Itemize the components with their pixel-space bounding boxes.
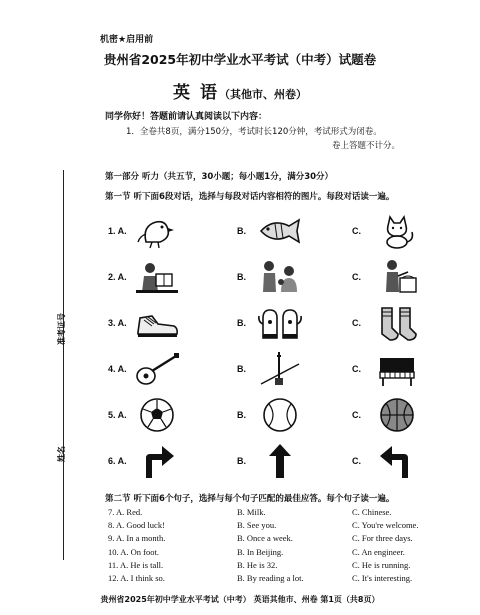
notice-line1: 1．全卷共8页，满分150分，考试时长120分钟，考试形式为闭卷。 (126, 127, 382, 137)
option-label: C. (352, 456, 361, 466)
cat-icon (372, 212, 422, 250)
response-option: 11. A. He is tall. (108, 559, 164, 570)
option-label: 3. A. (108, 318, 127, 328)
option-label: 5. A. (108, 410, 127, 420)
response-option: 12. A. I think so. (108, 573, 165, 583)
guitar-icon (132, 350, 182, 388)
response-option: 9. A. In a month. (108, 533, 166, 544)
option-label: 2. A. (108, 272, 127, 282)
option-label: C. (352, 226, 361, 236)
option-label: B. (237, 272, 246, 282)
response-option: C. Chinese. (352, 507, 392, 517)
response-option: C. It's interesting. (352, 573, 413, 583)
bird-icon (132, 212, 182, 250)
response-option: B. Once a week. (237, 533, 293, 544)
part1-heading: 第一部分 听力（共五节，30小题；每小题1分，满分30分） (105, 172, 334, 182)
section2-heading: 第二节 听下面6个句子，选择与每个句子匹配的最佳应答。每个句子读一遍。 (105, 494, 395, 504)
response-option: C. You're welcome. (352, 520, 419, 531)
kid-reading-icon (132, 258, 182, 296)
socks-icon (372, 304, 422, 342)
soccer-ball-icon (132, 396, 182, 434)
option-label: B. (237, 456, 246, 466)
option-label: B. (237, 318, 246, 328)
response-option: B. By reading a lot. (237, 573, 304, 583)
secret-label: 机密★启用前 (100, 35, 154, 45)
piano-icon (372, 350, 422, 388)
basketball-icon (372, 396, 422, 434)
turn-right-arrow-icon (132, 442, 182, 480)
response-option: C. An engineer. (352, 546, 405, 557)
option-label: C. (352, 410, 361, 420)
option-label: C. (352, 318, 361, 328)
sneaker-icon (132, 304, 182, 342)
straight-arrow-icon (255, 442, 305, 480)
family-icon (255, 258, 305, 296)
response-option: B. In Beijing. (237, 546, 284, 557)
notice-heading: 同学你好！答题前请认真阅读以下内容： (105, 112, 268, 122)
section1-heading: 第一节 听下面6段对话，选择与每段对话内容相符的图片。每段对话读一遍。 (105, 192, 395, 202)
option-label: C. (352, 364, 361, 374)
subject-sub: （其他市、州卷） (218, 88, 307, 101)
person-cooking-icon (372, 258, 422, 296)
erhu-icon (255, 350, 305, 388)
exam-title: 贵州省2025年初中学业水平考试（中考）试题卷 (103, 52, 377, 67)
response-option: B. Milk. (237, 507, 266, 517)
exam-id-label: 准考证号 (57, 313, 66, 345)
response-option: C. He is running. (352, 559, 411, 570)
option-label: C. (352, 272, 361, 282)
option-label: 1. A. (108, 226, 127, 236)
turn-left-arrow-icon (372, 442, 422, 480)
option-label: B. (237, 410, 246, 420)
response-option: 8. A. Good luck! (108, 520, 165, 531)
subject-main: 英 语 (173, 83, 219, 103)
option-label: B. (237, 226, 246, 236)
notice-line2: 卷上答题不计分。 (332, 141, 401, 151)
option-label: 6. A. (108, 456, 127, 466)
option-label: 4. A. (108, 364, 127, 374)
response-option: 10. A. On foot. (108, 546, 159, 557)
binding-line (63, 170, 64, 560)
subject-line (0, 78, 480, 103)
page-footer: 贵州省2025年初中学业水平考试（中考） 英语其他市、州卷 第1页（共8页） (100, 595, 380, 604)
mittens-icon (255, 304, 305, 342)
baseball-icon (255, 396, 305, 434)
response-option: 7. A. Red. (108, 507, 143, 517)
name-label: 姓名 (57, 446, 66, 462)
response-option: C. For three days. (352, 533, 413, 544)
fish-icon (255, 212, 305, 250)
response-option: B. He is 32. (237, 559, 278, 570)
response-option: B. See you. (237, 520, 277, 531)
option-label: B. (237, 364, 246, 374)
